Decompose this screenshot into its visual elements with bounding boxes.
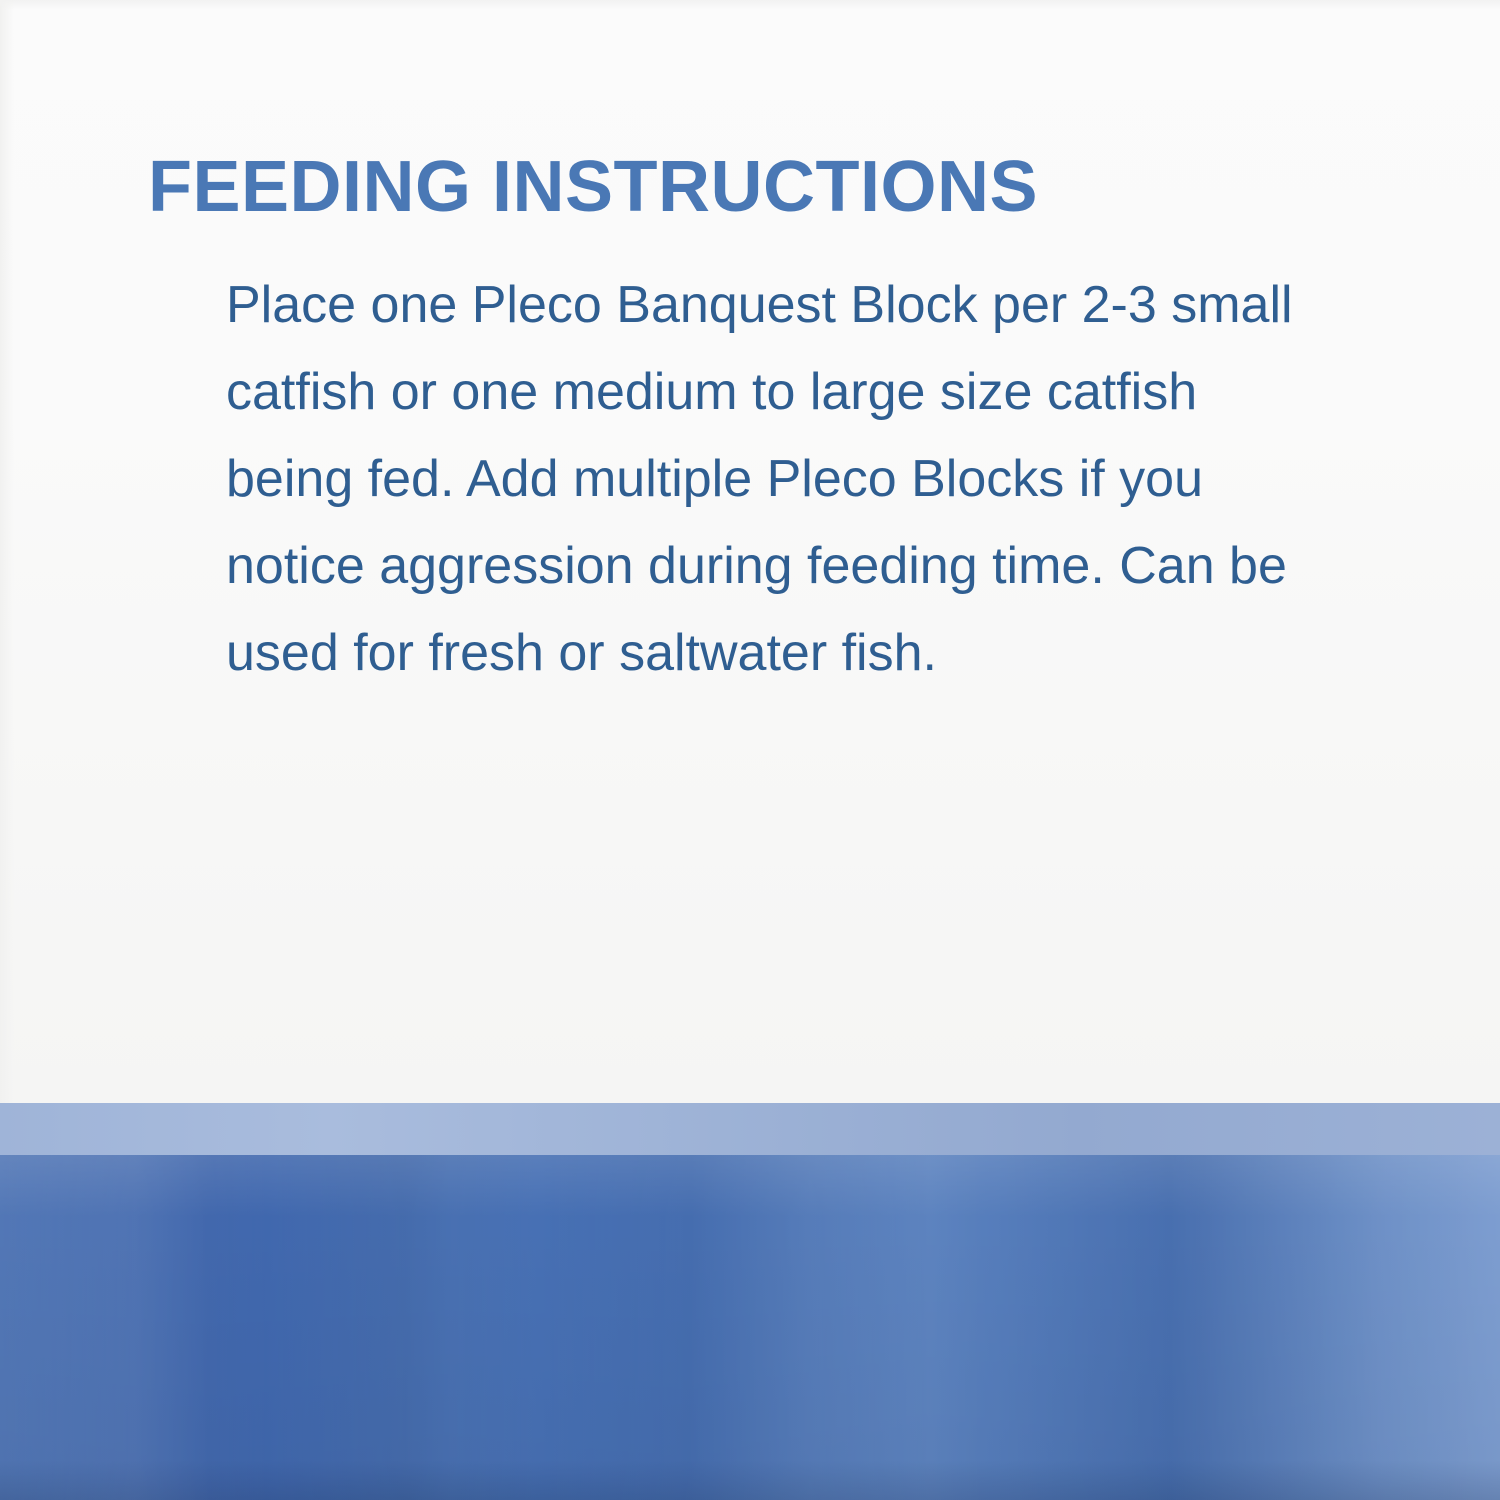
light-blue-band	[0, 1103, 1500, 1155]
instructions-paragraph: Place one Pleco Banquest Block per 2-3 small catfish or one medium to large size catfish being fed. Add multiple Pleco Blocks if you notice aggression during feeding time. Can be used for fresh or saltwater fish.	[226, 276, 1293, 682]
panel-top-shading	[0, 0, 1500, 10]
panel-left-shading	[0, 0, 14, 1103]
deep-blue-band	[0, 1155, 1500, 1500]
band-bottom-shading	[0, 1460, 1500, 1500]
page-title: FEEDING INSTRUCTIONS	[148, 147, 1039, 228]
instructions-text-block	[226, 262, 1336, 697]
